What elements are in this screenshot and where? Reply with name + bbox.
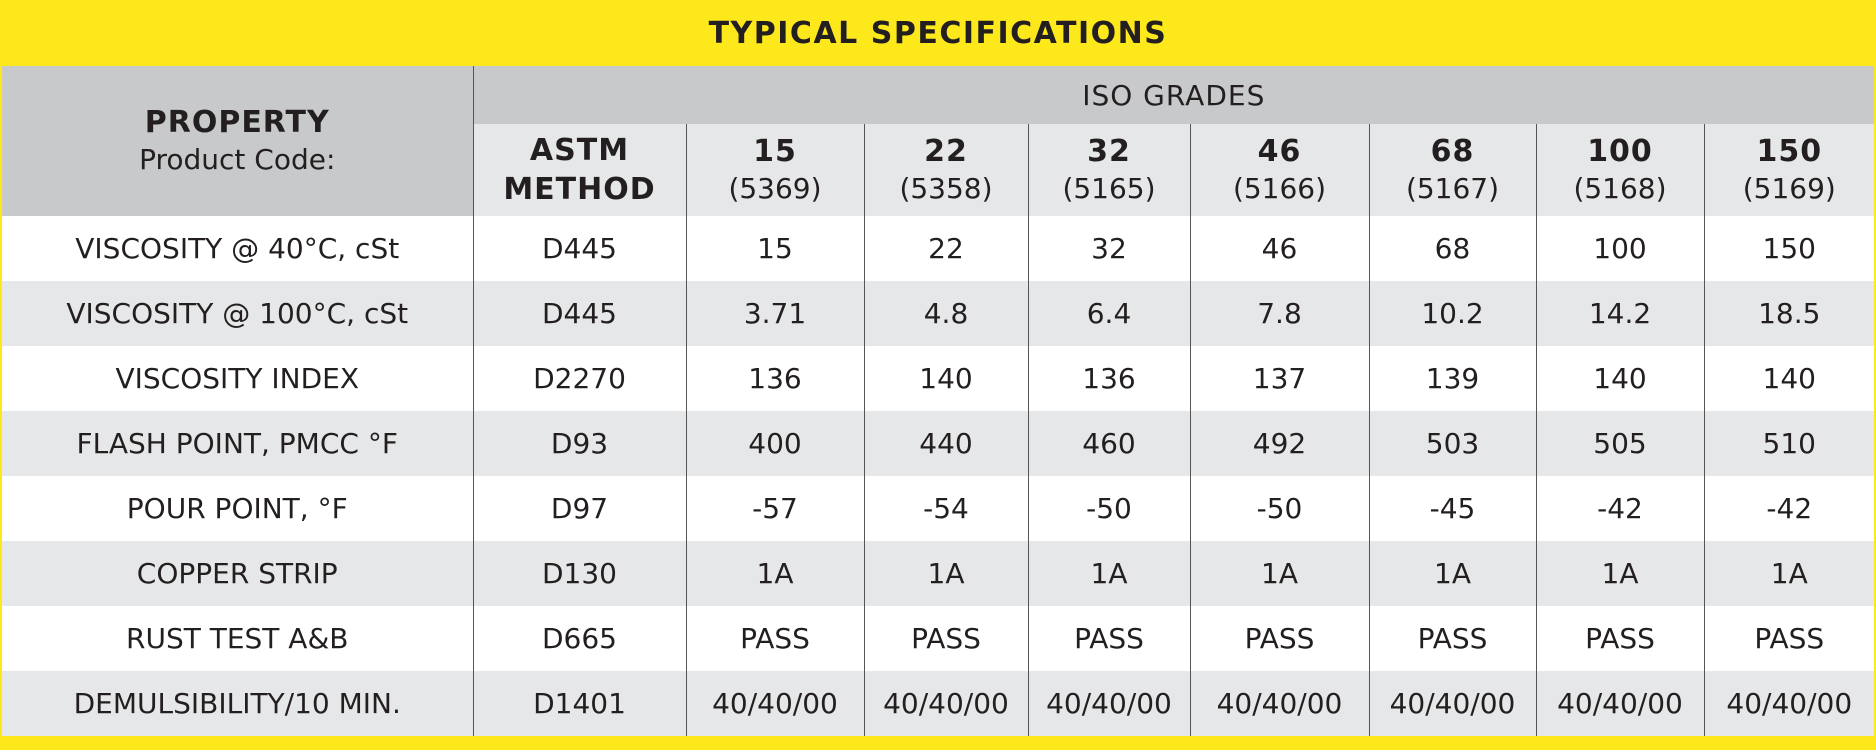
- value-cell: PASS: [1028, 606, 1190, 671]
- spec-table: [2, 66, 1874, 736]
- value-cell: 140: [864, 346, 1028, 411]
- value-cell: 40/40/00: [1190, 671, 1369, 736]
- value-cell: -42: [1536, 476, 1704, 541]
- value-cell: 15: [686, 216, 864, 281]
- product-code: (5168): [1573, 172, 1667, 206]
- value-cell: 140: [1536, 346, 1704, 411]
- table-row: [2, 476, 1874, 541]
- grade-header: [1190, 124, 1369, 216]
- value-cell: 40/40/00: [1704, 671, 1874, 736]
- iso-grades-header: ISO GRADES: [473, 66, 1874, 124]
- product-code: (5369): [728, 172, 822, 206]
- value-cell: 40/40/00: [1536, 671, 1704, 736]
- value-cell: 136: [686, 346, 864, 411]
- page-title: TYPICAL SPECIFICATIONS: [708, 15, 1168, 51]
- value-cell: 3.71: [686, 281, 864, 346]
- table-row: [2, 541, 1874, 606]
- method-cell: D1401: [473, 671, 686, 736]
- value-cell: 136: [1028, 346, 1190, 411]
- value-cell: 1A: [1190, 541, 1369, 606]
- grade-number: 100: [1587, 134, 1653, 170]
- astm-label: ASTM: [529, 133, 630, 168]
- product-code: (5358): [899, 172, 993, 206]
- grade-header: [1369, 124, 1536, 216]
- product-code: (5167): [1405, 172, 1500, 206]
- value-cell: -50: [1190, 476, 1369, 541]
- property-cell: FLASH POINT, PMCC °F: [2, 411, 473, 476]
- value-cell: 46: [1190, 216, 1369, 281]
- product-code: (5166): [1232, 172, 1327, 206]
- grade-number: 46: [1257, 134, 1302, 170]
- table-row: [2, 671, 1874, 736]
- value-cell: 1A: [1536, 541, 1704, 606]
- product-code: (5165): [1062, 172, 1156, 206]
- spec-table-body: [2, 216, 1874, 736]
- grade-number: 68: [1430, 134, 1475, 170]
- value-cell: -42: [1704, 476, 1874, 541]
- product-code-label: Product Code:: [139, 143, 336, 177]
- value-cell: 440: [864, 411, 1028, 476]
- value-cell: -50: [1028, 476, 1190, 541]
- value-cell: 10.2: [1369, 281, 1536, 346]
- value-cell: 22: [864, 216, 1028, 281]
- value-cell: 400: [686, 411, 864, 476]
- table-row: [2, 216, 1874, 281]
- value-cell: 460: [1028, 411, 1190, 476]
- property-cell: RUST TEST A&B: [2, 606, 473, 671]
- value-cell: 139: [1369, 346, 1536, 411]
- property-header: [2, 66, 473, 216]
- value-cell: 503: [1369, 411, 1536, 476]
- value-cell: 140: [1704, 346, 1874, 411]
- method-cell: D130: [473, 541, 686, 606]
- value-cell: PASS: [1369, 606, 1536, 671]
- value-cell: 40/40/00: [1028, 671, 1190, 736]
- grade-header: [1704, 124, 1874, 216]
- value-cell: 1A: [1028, 541, 1190, 606]
- grade-number: 32: [1087, 134, 1131, 170]
- value-cell: 492: [1190, 411, 1369, 476]
- table-row: [2, 281, 1874, 346]
- method-label: METHOD: [503, 172, 656, 207]
- value-cell: 510: [1704, 411, 1874, 476]
- table-row: [2, 411, 1874, 476]
- value-cell: 1A: [1704, 541, 1874, 606]
- grade-header: [1028, 124, 1190, 216]
- property-label: PROPERTY: [144, 105, 330, 141]
- value-cell: 40/40/00: [864, 671, 1028, 736]
- value-cell: 1A: [864, 541, 1028, 606]
- value-cell: 505: [1536, 411, 1704, 476]
- value-cell: 14.2: [1536, 281, 1704, 346]
- value-cell: -45: [1369, 476, 1536, 541]
- table-row: [2, 606, 1874, 671]
- grade-number: 22: [924, 134, 968, 170]
- value-cell: 40/40/00: [686, 671, 864, 736]
- value-cell: 68: [1369, 216, 1536, 281]
- value-cell: -57: [686, 476, 864, 541]
- value-cell: 137: [1190, 346, 1369, 411]
- method-cell: D445: [473, 216, 686, 281]
- property-cell: VISCOSITY @ 100°C, cSt: [2, 281, 473, 346]
- value-cell: 150: [1704, 216, 1874, 281]
- method-cell: D665: [473, 606, 686, 671]
- value-cell: 32: [1028, 216, 1190, 281]
- grade-number: 150: [1756, 134, 1823, 170]
- value-cell: PASS: [686, 606, 864, 671]
- astm-method-header: [473, 124, 686, 216]
- grade-header: [686, 124, 864, 216]
- value-cell: 1A: [686, 541, 864, 606]
- value-cell: 4.8: [864, 281, 1028, 346]
- grade-number: 15: [753, 134, 797, 170]
- value-cell: 1A: [1369, 541, 1536, 606]
- value-cell: 18.5: [1704, 281, 1874, 346]
- value-cell: 40/40/00: [1369, 671, 1536, 736]
- property-cell: COPPER STRIP: [2, 541, 473, 606]
- product-code: (5169): [1742, 172, 1836, 206]
- value-cell: 6.4: [1028, 281, 1190, 346]
- property-cell: VISCOSITY @ 40°C, cSt: [2, 216, 473, 281]
- method-cell: D445: [473, 281, 686, 346]
- method-cell: D2270: [473, 346, 686, 411]
- property-cell: VISCOSITY INDEX: [2, 346, 473, 411]
- value-cell: 7.8: [1190, 281, 1369, 346]
- table-row: [2, 346, 1874, 411]
- grade-header: [1536, 124, 1704, 216]
- method-cell: D93: [473, 411, 686, 476]
- value-cell: 100: [1536, 216, 1704, 281]
- method-cell: D97: [473, 476, 686, 541]
- value-cell: PASS: [1704, 606, 1874, 671]
- value-cell: PASS: [864, 606, 1028, 671]
- property-cell: POUR POINT, °F: [2, 476, 473, 541]
- value-cell: PASS: [1536, 606, 1704, 671]
- grade-header: [864, 124, 1028, 216]
- value-cell: -54: [864, 476, 1028, 541]
- value-cell: PASS: [1190, 606, 1369, 671]
- property-cell: DEMULSIBILITY/10 MIN.: [2, 671, 473, 736]
